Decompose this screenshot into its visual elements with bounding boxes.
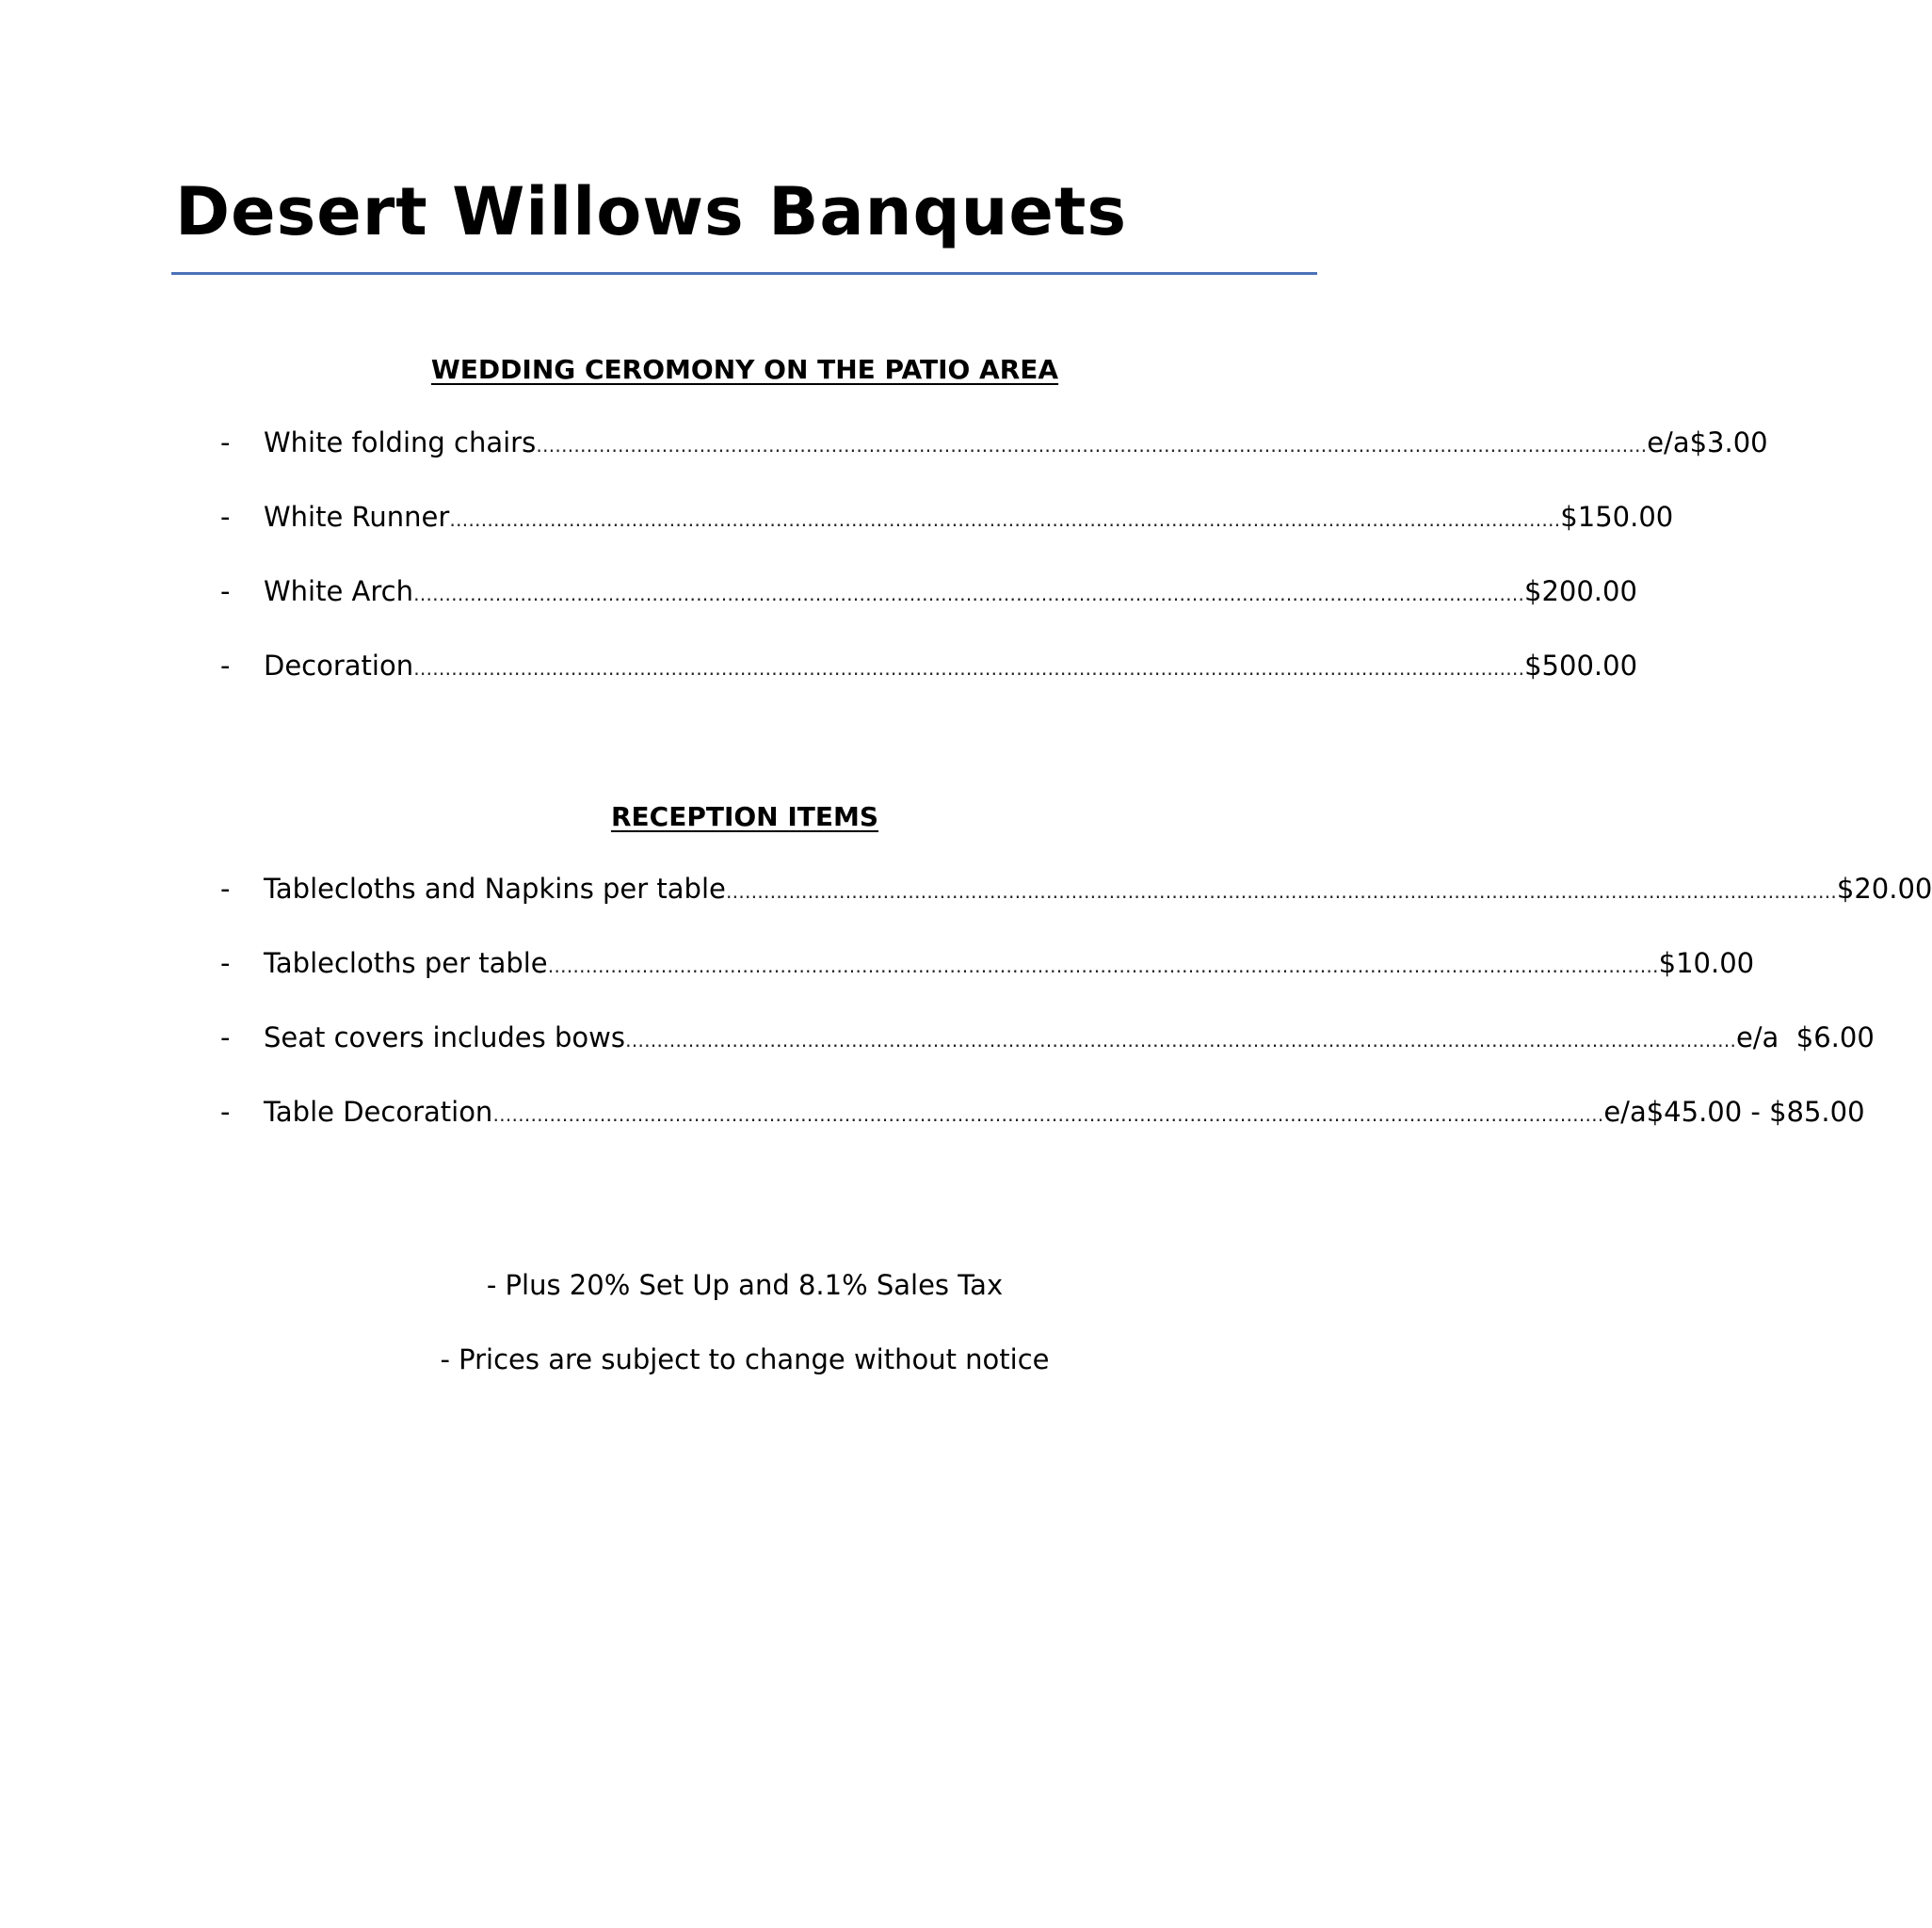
item-price: $500.00 xyxy=(1524,650,1638,682)
item-price: e/a $6.00 xyxy=(1735,1021,1875,1053)
list-item xyxy=(220,870,1932,908)
item-bullet: - xyxy=(220,873,231,905)
item-price: e/a$3.00 xyxy=(1647,426,1768,458)
item-bullet: - xyxy=(220,947,231,979)
item-bullet: - xyxy=(220,501,231,533)
document-title: Desert Willows Banquets xyxy=(175,173,1128,250)
dot-leader: …………………………………………………………………………………………………………………………………………………………… xyxy=(492,1103,1604,1126)
item-bullet: - xyxy=(220,575,231,607)
list-item xyxy=(220,424,1768,461)
section-heading-wedding-ceremony: WEDDING CEROMONY ON THE PATIO AREA xyxy=(430,354,1059,385)
title-divider xyxy=(171,272,1317,275)
dot-leader: …………………………………………………………………………………………………………………………………………………………… xyxy=(547,955,1659,977)
list-item xyxy=(220,1019,1875,1056)
item-label: Seat covers includes bows xyxy=(264,1021,625,1053)
dot-leader: …………………………………………………………………………………………………………………………………………………………… xyxy=(725,880,1837,903)
list-item xyxy=(220,498,1674,536)
dot-leader: …………………………………………………………………………………………………………………………………………………………… xyxy=(413,657,1525,680)
list-item xyxy=(220,944,1755,982)
item-bullet: - xyxy=(220,650,231,682)
item-price: $150.00 xyxy=(1560,501,1674,533)
item-price: e/a$45.00 - $85.00 xyxy=(1603,1096,1865,1128)
dot-leader: …………………………………………………………………………………………………………………………………………………………… xyxy=(449,508,1561,531)
list-item xyxy=(220,572,1637,610)
note-setup-tax: - Plus 20% Set Up and 8.1% Sales Tax xyxy=(486,1269,1004,1301)
list-item xyxy=(220,647,1638,684)
item-label: White Arch xyxy=(264,575,413,607)
item-price: $10.00 xyxy=(1658,947,1755,979)
item-label: White Runner xyxy=(264,501,450,533)
dot-leader: …………………………………………………………………………………………………………………………………………………………… xyxy=(536,434,1648,457)
section-heading-reception-items: RECEPTION ITEMS xyxy=(610,801,879,832)
note-price-change: - Prices are subject to change without notice xyxy=(440,1343,1050,1375)
item-label: Tablecloths per table xyxy=(264,947,548,979)
item-price: $200.00 xyxy=(1524,575,1637,607)
item-label: Decoration xyxy=(264,650,414,682)
item-price: $20.00 xyxy=(1836,873,1932,905)
dot-leader: …………………………………………………………………………………………………………………………………………………………… xyxy=(624,1029,1736,1052)
item-label: Tablecloths and Napkins per table xyxy=(264,873,726,905)
dot-leader: …………………………………………………………………………………………………………………………………………………………… xyxy=(413,583,1524,605)
item-bullet: - xyxy=(220,1021,231,1053)
item-label: White folding chairs xyxy=(264,426,537,458)
item-bullet: - xyxy=(220,1096,231,1128)
item-label: Table Decoration xyxy=(264,1096,493,1128)
item-bullet: - xyxy=(220,426,231,458)
list-item xyxy=(220,1093,1865,1131)
